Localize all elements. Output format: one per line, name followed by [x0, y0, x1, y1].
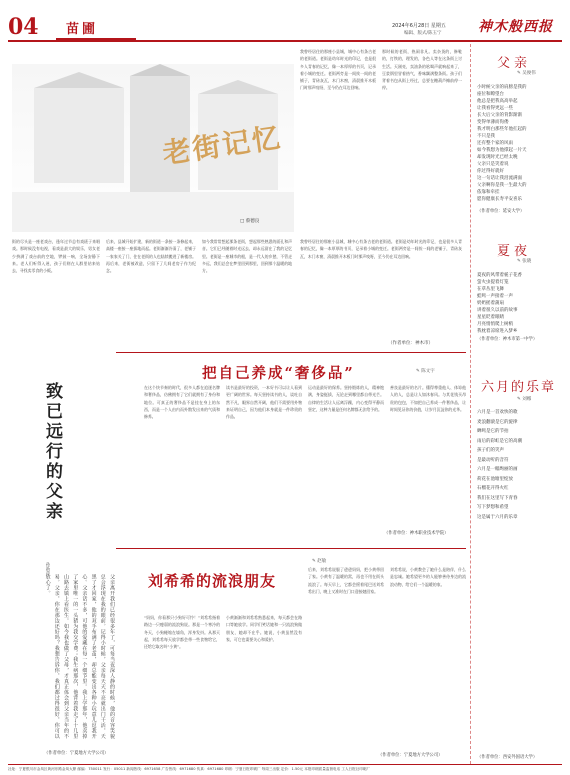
- poem-line: 这是属于六月的乐章: [477, 514, 518, 520]
- left-story-source: （作者单位：宁夏地方大学公司）: [44, 751, 109, 756]
- pen-icon: ✎: [416, 369, 420, 374]
- poem3-body: [477, 408, 561, 522]
- left-story: [8, 352, 116, 764]
- pen-icon: ✎: [517, 259, 521, 264]
- footer-rule: [8, 764, 562, 765]
- left-story-body: 父亲离开我们已经很多年了，可每当夜深人静的时候，他的音容笑貌总会浮现在我的眼前。记得小时候，父亲每天天不亮就出门干活，天黑了才回家，他的双手布满了老茧，却总能变出各种小玩意儿逗我开心。父亲话不多，可他的爱藏在每一个细节里。我上学那年，他卖掉了家里唯一的一头猪为我交学费；我生病那次，他背着我走了十几里山路去镇上看医生。如今我也做了父母，才真正体会到父亲当年的不易。父亲，你在那边还好吗？我想告诉你，我们都过得很好，你可以放心了。: [44, 574, 115, 739]
- poem2-body: [477, 272, 561, 335]
- poem-line: 荷花在池塘里绽放: [477, 476, 513, 482]
- poem3-author: [517, 396, 531, 402]
- pen-icon: ✎: [312, 559, 316, 564]
- poem-line: 在草丛里飞舞: [477, 287, 504, 292]
- top-story-col-2: 那时候的老街，热闹非凡。卖杂货的，修鞋的，打铁的，理发的，各色人等在这条街上讨生活。天刚亮，卖油条的吆喝声就响起来了，豆浆锅里冒着热气，香味飘满整条街。孩子们背着书包从街上经过，总要在糖葫芦摊前停一停。: [382, 49, 462, 91]
- photo-credit: [240, 218, 259, 224]
- top-story-col-4: 后来，县城开始扩建，新的街道一条接一条修起来，高楼一座接一座拔地而起。老街渐渐冷清了，老铺子一家家关了门，住在老街的人也陆续搬进了新楼房。再后来，老街被改造，只留下了几间老房子作为纪念。: [106, 239, 196, 274]
- top-story-col-3: 街的尽头是一座老戏台，逢年过节总有戏班子来唱戏。那时候没有电视，看戏是最大的娱乐，男女老少挤满了戏台前的空地，锣鼓一响，全场安静下来。老人们听得入迷，孩子们则在人群里钻来钻去，寻找卖零食的小贩。: [12, 239, 100, 274]
- poem2-source: （作者单位：神木市第一中学）: [477, 337, 538, 342]
- middle-author-name: 陈文宇: [421, 369, 435, 374]
- top-story: [8, 44, 464, 349]
- header-rule: [8, 40, 562, 42]
- left-author-name: 孙新萍: [45, 562, 50, 576]
- poem-line: 石榴花开得火红: [477, 486, 509, 491]
- poem2-author: [517, 258, 531, 264]
- poem-line: 还有整个家的风雨: [477, 141, 513, 146]
- bottom-headline: 刘希希的流浪朋友: [148, 572, 277, 590]
- left-headline: 致已远行的父亲: [42, 382, 62, 522]
- poem-line: 麦浪翻滚是它的旋律: [477, 419, 518, 425]
- poem1-source: （作者单位：延安大学）: [477, 209, 525, 214]
- poem-line: 六月是一首欢快的歌: [477, 410, 518, 415]
- bottom-story: [116, 548, 466, 764]
- calligraphy-title: 老街记忆: [160, 120, 284, 171]
- bottom-col-4: 刘希希说，小黄教会了她什么是陪伴，什么是忠诚。她希望更多的人能够善待身边的流浪动物，给它们一个温暖的家。: [390, 567, 466, 587]
- bottom-col-3: 后来，刘希希说服了爸爸妈妈，把小黄带回了家。小黄有了温暖的窝，再也不用在街头流浪了。每天早上，它都会摇着尾巴送刘希希出门，晚上又准时在门口迎接她回家。: [308, 567, 384, 594]
- poem-line: 孩子们的笑声: [477, 448, 504, 453]
- poem1-body: [477, 84, 561, 203]
- top-story-col-5: 如今我常常想起那条老街，想起那些熟悉的面孔和声音。它们已经随着时光远去，却永远留在了我的记忆里。老街是一座城市的根，是一代人的乡愁，不管走多远，我们总会在梦里回到那里，回到那个温暖的地方。: [202, 239, 292, 274]
- poem1-author: [517, 70, 536, 76]
- poem-line: 长大后父亲的背影渐渐: [477, 113, 522, 118]
- poem-line: 这一句话让我泪流满面: [477, 176, 522, 181]
- poem-line: 父亲只是笑着说: [477, 162, 509, 167]
- poem-line: 夏夜的风带着栀子花香: [477, 273, 522, 278]
- poem-line: 月亮悄悄爬上树梢: [477, 322, 513, 327]
- masthead-logo: 神木般西报: [478, 19, 553, 35]
- poem-line: 蛙鸣一声接着一声: [477, 294, 513, 299]
- poem-line: 六月是一幅绚丽的画: [477, 467, 518, 472]
- top-story-col-1: 我曾经居住的那座小县城，城中心有条古老的老街道。老街是幼年时光的印记，也是很多人青春的记忆，像一本厚厚的书页，记录着小城的变迁。老街两旁是一间挨一间的老铺子，青砖灰瓦，木门木窗，清晨推开木板门时那声吱呀，至今仍在耳边回响。: [300, 49, 376, 91]
- right-sidebar: [470, 44, 565, 764]
- poem3-source: （作者单位：西安外国语大学）: [477, 755, 538, 760]
- editor-line: 编辑、版式/陈玉宁: [404, 31, 442, 36]
- middle-col-3: 运动是最好的保养。坚持锻炼的人，精神饱满，身姿挺拔，无论走到哪里都自带光芒。自律的生活让人远离浮躁，内心变得平静而坚定，这种力量是任何名牌都无法给予的。: [308, 385, 384, 412]
- poem2-author-name: 张晓: [522, 259, 532, 264]
- poem-line: 却发现时光已经太晚: [477, 155, 518, 160]
- poem-line: 雨后的彩虹是它的高潮: [477, 438, 522, 444]
- bottom-author: [312, 558, 326, 564]
- bottom-rule: [116, 548, 466, 549]
- poem-line: 写下梦想和希望: [477, 505, 509, 510]
- poem3-author-name: 刘娜: [522, 397, 532, 402]
- poem-line: 蝉鸣是它的节拍: [477, 429, 509, 434]
- poem-line: 讲着很久以前的故事: [477, 308, 518, 313]
- middle-author: [416, 368, 435, 374]
- poem-line: 我才明白那些年他扛起的: [477, 127, 527, 132]
- middle-story: [116, 352, 466, 544]
- poem-line: 他总是把我高高举起: [477, 99, 518, 104]
- poem1-title: 父亲: [497, 56, 532, 71]
- poem-line: 是最动听的音符: [477, 457, 509, 463]
- poem-line: 我们在这里写下青春: [477, 495, 518, 501]
- bottom-col-2: 小黄渐渐和刘希希熟悉起来，每天都会在路口等她放学。同学们笑话她和一只流浪狗做朋友，她却不在乎。她说，小黄虽然没有家，可它也需要关心和爱护。: [226, 615, 302, 642]
- poem-line: 你过得好就好: [477, 169, 504, 174]
- camera-icon: □: [240, 219, 245, 224]
- poem-line: 依靠和牵挂: [477, 190, 500, 195]
- middle-headline: 把自己养成“奢侈品”: [202, 365, 355, 382]
- bottom-col-1: “妈妈，你看那只小狗好可怜！”刘希希指着路边一只瘦弱的流浪狗说。那是一个寒冷的冬天，小狗蜷缩在墙角，浑身发抖。从那天起，刘希希每天放学都会带一些食物给它，还给它取名叫“小黄”。: [144, 615, 220, 650]
- page-header: [0, 0, 570, 42]
- page-footer: [0, 764, 570, 775]
- pen-icon: ✎: [517, 397, 521, 402]
- middle-rule: [116, 352, 466, 353]
- poem-line: 萤火虫提着灯笼: [477, 280, 509, 285]
- bottom-source: （作者单位：宁夏地方大学公司）: [378, 753, 443, 758]
- poem-line: 如今我想为他撑起一片天: [477, 148, 527, 153]
- poem3-title: 六月的乐章: [481, 380, 557, 395]
- pen-icon: ✎: [517, 71, 521, 76]
- middle-source: （作者单位：神木职业技术学院）: [384, 531, 449, 536]
- poem-line: 愿你健康长寿平安喜乐: [477, 197, 522, 202]
- top-illustration: [12, 64, 294, 232]
- date-line: 2024年6月28日 星期五: [392, 23, 446, 29]
- poem-line: 我枕着凉席进入梦乡: [477, 329, 518, 334]
- poem-line: 座位和瞭望台: [477, 92, 504, 97]
- photo-credit-name: 蔡德良: [245, 219, 260, 224]
- page-number: 04: [8, 14, 39, 40]
- poem-line: 不只是我: [477, 134, 495, 139]
- top-story-col-6: 我曾经居住的那座小县城，城中心有条古老的老街道。老街是幼年时光的印记，也是很多人青春的记忆，像一本厚厚的书页，记录着小城的变迁。老街两旁是一间挨一间的老铺子，青砖灰瓦，木门木窗，清晨推开木板门时那声吱呀，至今仍在耳边回响。: [300, 239, 462, 259]
- top-story-source: （作者单位：神木市）: [388, 341, 433, 346]
- poem-line: 父亲啊你是我一生最大的: [477, 183, 527, 188]
- poem-line: 奶奶摇着蒲扇: [477, 301, 504, 306]
- footer-text: 社址：宁夏银川市金凤区黄河东路金凤大厦 邮编：750011 发行：05011 新闻热线：6971658 广告热线：6971680 传真：6971680 印刷：宁夏日报印刷厂 每周三出版 定价：1.50元 本报印刷质量监督电话 工人日报社印刷厂: [8, 767, 371, 771]
- poem-line: 变得单薄而佝偻: [477, 120, 509, 125]
- middle-col-4: 善良是最好的名片。懂得尊重他人、体谅他人的人，总是让人如沐春风。与其花钱买昂贵的包包，不如把自己养成一件奢侈品，让时间见证你的价值，让岁月沉淀你的光华。: [390, 385, 466, 412]
- poem-line: 星星眨着眼睛: [477, 315, 504, 320]
- poem-line: 让我看得更远一些: [477, 106, 513, 111]
- poem1-author-name: 吴俊伟: [522, 71, 536, 76]
- middle-col-2: 读书是最好的投资，一本好书可以让人看到更广阔的世界。每天坚持读书的人，谈吐自然不凡，眼界自然开阔，他们不需要用外物来证明自己，因为他们本身就是一件珍贵的作品。: [226, 385, 302, 420]
- poem2-title: 夏夜: [497, 244, 532, 259]
- section-tab: [56, 16, 136, 41]
- poem-line: 小时候父亲的肩膀是我的: [477, 85, 527, 90]
- section-name: 苗圃: [66, 22, 99, 37]
- middle-col-1: 在这个快节奏的时代，很多人都在追逐名牌和奢侈品，仿佛拥有了它们就拥有了身份和地位。可真正的奢侈品不是挂在身上的东西，而是一个人由内而外散发出来的气质和修养。: [144, 385, 220, 420]
- bottom-author-name: 赵敏: [317, 559, 327, 564]
